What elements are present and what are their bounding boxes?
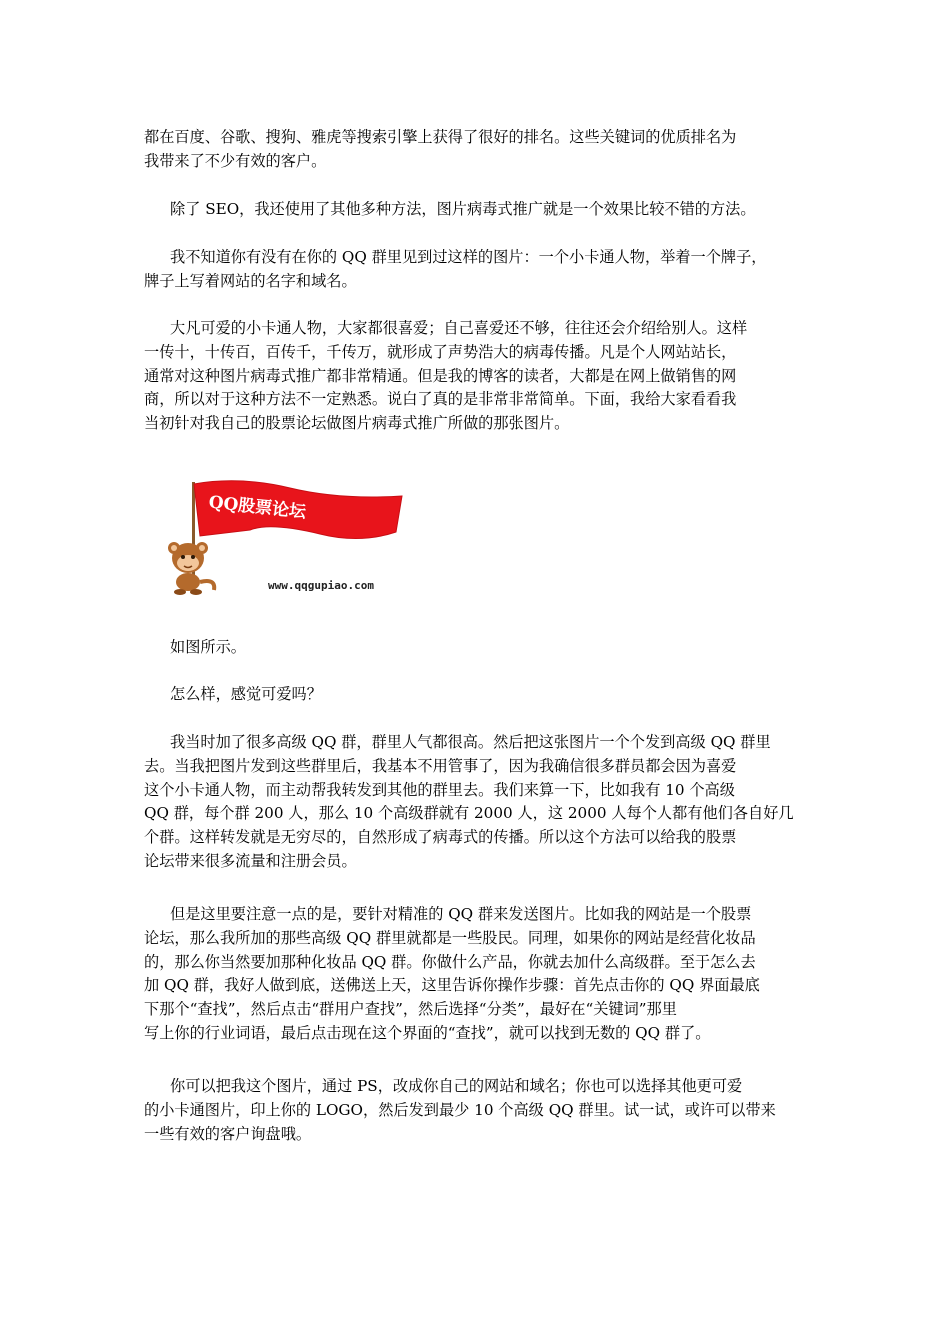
paragraph-7 bbox=[144, 731, 806, 874]
text-line: 当初针对我自己的股票论坛做图片病毒式推广所做的那张图片。 bbox=[144, 414, 570, 433]
qq-stock-forum-banner-image bbox=[160, 474, 410, 600]
paragraph-9 bbox=[144, 1075, 806, 1146]
text-line: 的，那么你当然要加那种化妆品 QQ 群。你做什么产品，你就去加什么高级群。至于怎么去 bbox=[144, 952, 756, 971]
text-line: 个群。这样转发就是无穷尽的，自然形成了病毒式的传播。所以这个方法可以给我的股票 bbox=[144, 828, 737, 847]
text-line: 加 QQ 群，我好人做到底，送佛送上天，这里告诉你操作步骤：首先点击你的 QQ 界面最底 bbox=[144, 976, 760, 995]
paragraph-8 bbox=[144, 903, 806, 1046]
text-line: 通常对这种图片病毒式推广都非常精通。但是我的博客的读者，大都是在网上做销售的网 bbox=[144, 366, 737, 385]
text-line: 的小卡通图片，印上你的 LOGO，然后发到最少 10 个高级 QQ 群里。试一试，或许可以带来 bbox=[144, 1100, 776, 1119]
text-line: 你可以把我这个图片，通过 PS，改成你自己的网站和域名；你也可以选择其他更可爱 bbox=[170, 1077, 743, 1095]
flag-text: QQ股票论坛 bbox=[207, 492, 307, 523]
text-line: 我当时加了很多高级 QQ 群，群里人气都很高。然后把这张图片一个个发到高级 QQ 群里 bbox=[170, 733, 771, 751]
text-line: 这个小卡通人物，而主动帮我转发到其他的群里去。我们来算一下，比如我有 10 个高级 bbox=[144, 780, 735, 799]
text-line: 大凡可爱的小卡通人物，大家都很喜爱；自己喜爱还不够，往往还会介绍给别人。这样 bbox=[170, 319, 748, 337]
paragraph-4 bbox=[144, 317, 806, 436]
text-line: 我带来了不少有效的客户。 bbox=[144, 151, 327, 170]
paragraph-1 bbox=[144, 126, 806, 174]
text-line: 下那个“查找”，然后点击“群用户查找”，然后选择“分类”，最好在“关键词”那里 bbox=[144, 1000, 677, 1019]
text-line: 写上你的行业词语，最后点击现在这个界面的“查找”，就可以找到无数的 QQ 群了。 bbox=[144, 1023, 711, 1042]
paragraph-3 bbox=[144, 246, 806, 294]
paragraph-2 bbox=[144, 198, 806, 222]
text-line: 商，所以对于这种方法不一定熟悉。说白了真的是非常非常简单。下面，我给大家看看我 bbox=[144, 390, 737, 409]
text-line: 论坛带来很多流量和注册会员。 bbox=[144, 851, 357, 870]
text-line: 但是这里要注意一点的是，要针对精准的 QQ 群来发送图片。比如我的网站是一个股票 bbox=[170, 905, 752, 923]
text-line: 去。当我把图片发到这些群里后，我基本不用管事了，因为我确信很多群员都会因为喜爱 bbox=[144, 756, 737, 775]
text-line: 如图所示。 bbox=[170, 638, 246, 656]
text-line: 一些有效的客户询盘哦。 bbox=[144, 1124, 312, 1143]
monkey-mascot-icon bbox=[168, 542, 214, 595]
text-line: 牌子上写着网站的名字和域名。 bbox=[144, 271, 357, 290]
paragraph-6 bbox=[144, 683, 806, 707]
text-line: 论坛，那么我所加的那些高级 QQ 群里就都是一些股民。同理，如果你的网站是经营化妆品 bbox=[144, 928, 756, 947]
text-line: 都在百度、谷歌、搜狗、雅虎等搜索引擎上获得了很好的排名。这些关键词的优质排名为 bbox=[144, 128, 737, 146]
paragraph-5 bbox=[144, 636, 806, 660]
text-line: 一传十，十传百，百传千，千传万，就形成了声势浩大的病毒传播。凡是个人网站站长， bbox=[144, 342, 737, 361]
text-line: QQ 群，每个群 200 人，那么 10 个高级群就有 2000 人，这 2000 人每个人都有他们各自好几 bbox=[144, 804, 794, 823]
text-line: 怎么样，感觉可爱吗？ bbox=[170, 685, 322, 703]
text-line: 我不知道你有没有在你的 QQ 群里见到过这样的图片：一个小卡通人物，举着一个牌子， bbox=[170, 248, 767, 266]
url-text: www.qqgupiao.com bbox=[268, 579, 374, 592]
text-line: 除了 SEO，我还使用了其他多种方法，图片病毒式推广就是一个效果比较不错的方法。 bbox=[170, 200, 756, 218]
